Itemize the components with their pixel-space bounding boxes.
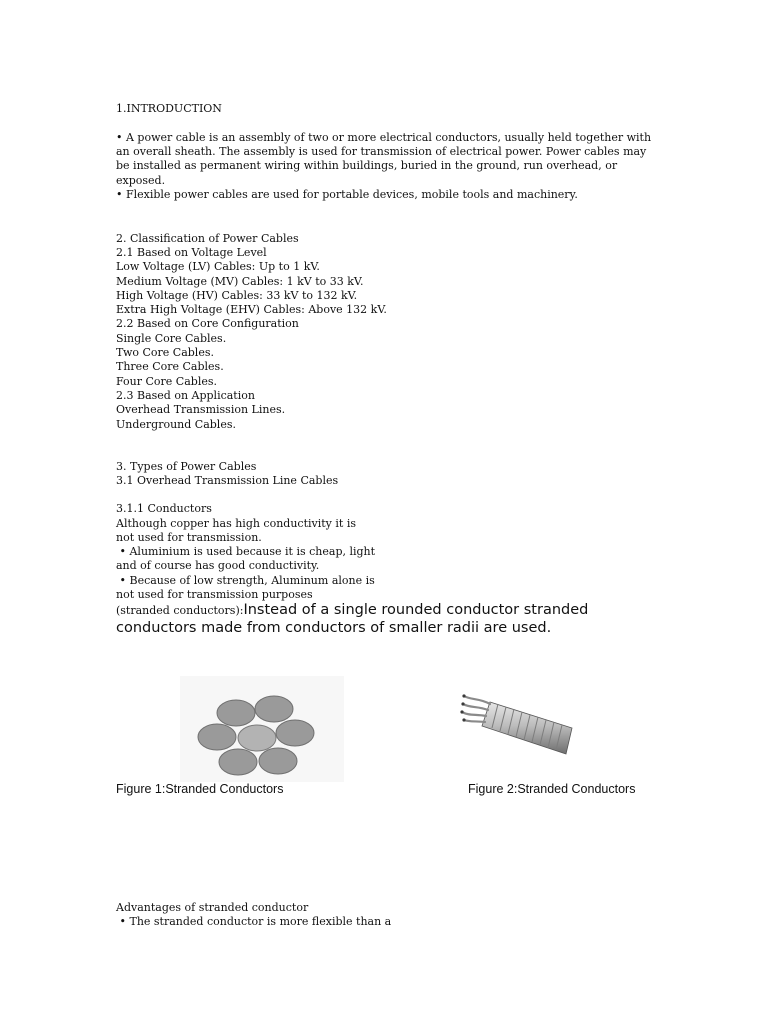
strand-top-left [217, 700, 255, 726]
classification-single-core: Single Core Cables. [116, 332, 227, 345]
classification-mv: Medium Voltage (MV) Cables: 1 kV to 33 kV. [116, 275, 364, 288]
types-heading: 3. Types of Power Cables [116, 460, 257, 473]
advantages-heading: Advantages of stranded conductor [116, 901, 309, 914]
intro-bullet2: • Flexible power cables are used for portable devices, mobile tools and machinery. [116, 188, 578, 201]
advantages-bullet1: • The stranded conductor is more flexible than a [116, 915, 392, 928]
strand-left [198, 724, 236, 750]
intro-heading: 1.INTRODUCTION [116, 102, 222, 115]
stranded-sentence-line1 [116, 601, 588, 620]
classification-two-core: Two Core Cables. [116, 346, 214, 359]
classification-lv: Low Voltage (LV) Cables: Up to 1 kV. [116, 260, 320, 273]
intro-bullet1-line3: be installed as permanent wiring within buildings, buried in the ground, run overhead, or [116, 159, 618, 172]
strand-top-right [255, 696, 293, 722]
classification-heading: 2. Classification of Power Cables [116, 232, 299, 245]
intro-bullet1-line1: • A power cable is an assembly of two or more electrical conductors, usually held together with [116, 131, 652, 144]
classification-three-core: Three Core Cables. [116, 360, 224, 373]
stranded-big-text-1: Instead of a single rounded conductor stranded [243, 602, 589, 618]
figure2-caption: Figure 2:Stranded Conductors [468, 782, 636, 796]
conductors-line6: not used for transmission purposes [116, 588, 313, 601]
classification-ehv: Extra High Voltage (EHV) Cables: Above 132 kV. [116, 303, 387, 316]
conductors-heading: 3.1.1 Conductors [116, 502, 212, 515]
classification-overhead: Overhead Transmission Lines. [116, 403, 286, 416]
classification-four-core: Four Core Cables. [116, 375, 217, 388]
strand-center [238, 725, 276, 751]
stranded-prefix: (stranded conductors): [116, 604, 244, 617]
classification-hv: High Voltage (HV) Cables: 33 kV to 132 kV. [116, 289, 358, 302]
classification-application-heading: 2.3 Based on Application [116, 389, 255, 402]
cable-strand-ends [460, 694, 465, 721]
stranded-sentence-line2: conductors made from conductors of smaller radii are used. [116, 620, 552, 636]
types-overhead-heading: 3.1 Overhead Transmission Line Cables [116, 474, 339, 487]
strand-bottom-left [219, 749, 257, 775]
figure1-caption: Figure 1:Stranded Conductors [116, 782, 284, 796]
stranded-cable-figure [460, 688, 578, 760]
stranded-conductor-cross-section-figure [180, 676, 344, 782]
conductors-bullet-aluminium: • Aluminium is used because it is cheap, light [116, 545, 376, 558]
strand-bottom-right [259, 748, 297, 774]
classification-core-heading: 2.2 Based on Core Configuration [116, 317, 299, 330]
conductors-line2: not used for transmission. [116, 531, 262, 544]
strand-right [276, 720, 314, 746]
intro-bullet1-line2: an overall sheath. The assembly is used for transmission of electrical power. Power cables may [116, 145, 647, 158]
conductors-line4: and of course has good conductivity. [116, 559, 320, 572]
classification-underground: Underground Cables. [116, 418, 236, 431]
intro-bullet1-line4: exposed. [116, 174, 166, 187]
classification-voltage-heading: 2.1 Based on Voltage Level [116, 246, 267, 259]
conductors-line1: Although copper has high conductivity it is [116, 517, 356, 530]
conductors-bullet-strength: • Because of low strength, Aluminum alone is [116, 574, 375, 587]
